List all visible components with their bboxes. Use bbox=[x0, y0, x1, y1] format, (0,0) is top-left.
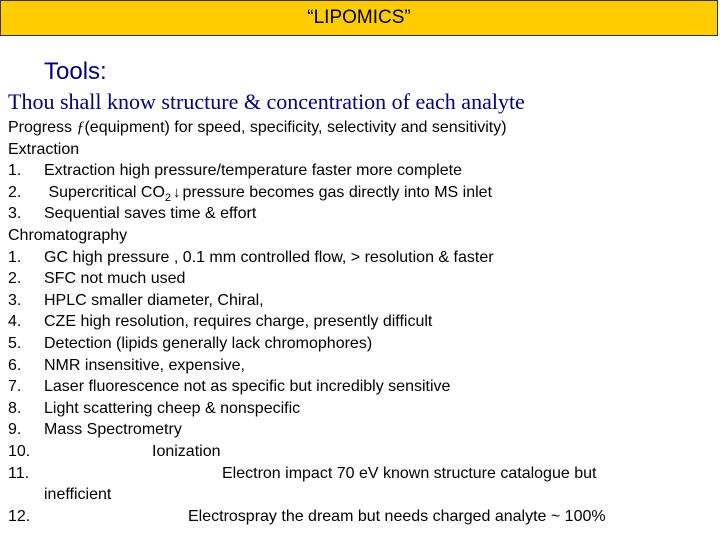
item-number: 9. bbox=[8, 421, 22, 439]
list-item bbox=[8, 160, 708, 182]
down-arrow-icon: ↓ bbox=[173, 183, 181, 201]
list-item bbox=[8, 290, 708, 312]
list-item bbox=[8, 355, 708, 377]
list-item bbox=[8, 398, 708, 420]
item-text: Electron impact 70 eV known structure catalogue but bbox=[222, 464, 597, 482]
item-text: inefficient bbox=[44, 486, 112, 504]
item-number: 6. bbox=[8, 356, 22, 374]
progress-text: (equipment) for speed, specificity, selectivity and sensitivity) bbox=[84, 119, 507, 136]
item-number: 2. bbox=[8, 183, 22, 201]
item-number: 8. bbox=[8, 399, 22, 417]
item-number: 1. bbox=[8, 162, 22, 180]
item-text: SFC not much used bbox=[44, 270, 186, 288]
list-item bbox=[8, 333, 708, 355]
list-item bbox=[8, 463, 708, 485]
content-body bbox=[8, 117, 708, 527]
progress-line bbox=[8, 117, 708, 139]
item-text: CZE high resolution, requires charge, presently difficult bbox=[44, 313, 433, 331]
item-number: 3. bbox=[8, 205, 22, 223]
item-number: 7. bbox=[8, 378, 22, 396]
item-text: Supercritical CO bbox=[44, 183, 165, 201]
item-text: pressure becomes gas directly into MS inlet bbox=[182, 183, 493, 201]
item-number: 5. bbox=[8, 334, 22, 352]
item-number: 11. bbox=[8, 464, 30, 482]
item-number: 1. bbox=[8, 248, 22, 266]
function-symbol: ƒ bbox=[76, 119, 85, 136]
list-item bbox=[8, 268, 708, 290]
item-text: Light scattering cheep & nonspecific bbox=[44, 399, 301, 417]
list-item-continuation bbox=[8, 484, 708, 506]
list-item bbox=[8, 441, 708, 463]
page-title: “LIPOMICS” bbox=[307, 7, 411, 28]
item-text: GC high pressure , 0.1 mm controlled flow, > resolution & faster bbox=[44, 248, 494, 266]
list-item bbox=[8, 311, 708, 333]
item-text: Ionization bbox=[152, 442, 221, 460]
progress-label: Progress bbox=[8, 119, 77, 136]
item-text: Sequential saves time & effort bbox=[44, 205, 257, 223]
list-item bbox=[8, 203, 708, 225]
item-text: Detection (lipids generally lack chromophores) bbox=[44, 334, 373, 352]
list-item bbox=[8, 376, 708, 398]
item-text: Mass Spectrometry bbox=[44, 421, 182, 439]
item-number: 2. bbox=[8, 270, 22, 288]
list-item bbox=[8, 182, 708, 204]
item-text: NMR insensitive, expensive, bbox=[44, 356, 245, 374]
subscript: 2 bbox=[164, 191, 172, 204]
list-item bbox=[8, 247, 708, 269]
list-item bbox=[8, 506, 708, 528]
extraction-heading: Extraction bbox=[8, 140, 80, 158]
item-text: Electrospray the dream but needs charged analyte ~ 100% bbox=[188, 507, 606, 525]
list-item bbox=[8, 419, 708, 441]
title-banner bbox=[0, 0, 718, 36]
chromatography-heading: Chromatography bbox=[8, 226, 128, 244]
item-number: 4. bbox=[8, 313, 22, 331]
item-text: Extraction high pressure/temperature faster more complete bbox=[44, 162, 462, 180]
item-text: HPLC smaller diameter, Chiral, bbox=[44, 291, 264, 309]
tagline: Thou shall know structure & concentration of each analyte bbox=[8, 89, 525, 114]
item-text: Laser fluorescence not as specific but incredibly sensitive bbox=[44, 378, 451, 396]
item-number: 3. bbox=[8, 291, 22, 309]
item-number: 12. bbox=[8, 507, 31, 525]
section-subtitle: Tools: bbox=[44, 58, 107, 85]
item-number: 10. bbox=[8, 442, 31, 460]
